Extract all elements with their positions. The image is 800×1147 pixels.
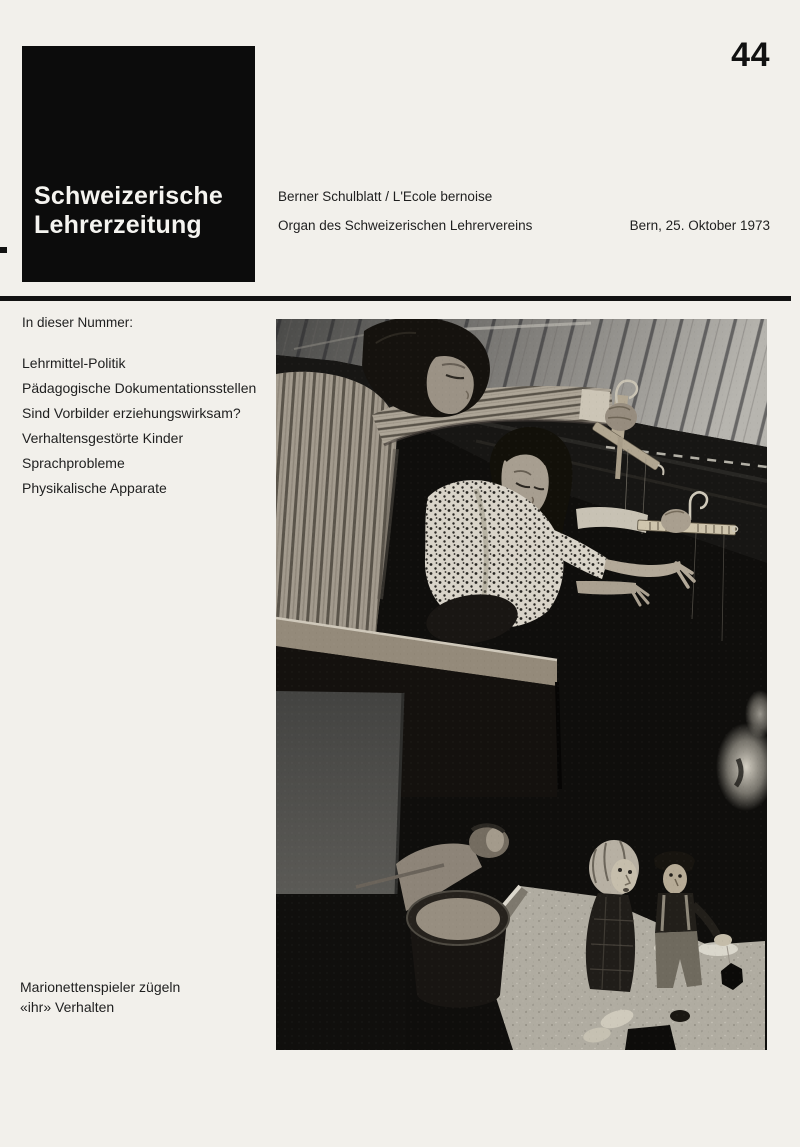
contents-item: Physikalische Apparate [22, 480, 167, 496]
contents-heading: In dieser Nummer: [22, 315, 134, 330]
photo-caption-line1: Marionettenspieler zügeln [20, 979, 181, 995]
cover-photo-illustration [276, 319, 767, 1050]
contents-item: Verhaltensgestörte Kinder [22, 430, 184, 446]
photo-caption [20, 977, 180, 1017]
divider-rule [0, 296, 791, 301]
contents-item: Sprachprobleme [22, 455, 125, 471]
masthead-title-line2: Lehrerzeitung [34, 211, 202, 239]
contents-item: Sind Vorbilder erziehungswirksam? [22, 405, 241, 421]
cover-photo [276, 319, 767, 1050]
masthead-box [22, 46, 255, 282]
contents-item: Pädagogische Dokumentationsstellen [22, 380, 257, 396]
header-subtitle-2: Organ des Schweizerischen Lehrervereins [278, 218, 533, 233]
edge-registration-mark [0, 247, 7, 253]
header-subtitle-1: Berner Schulblatt / L'Ecole bernoise [278, 189, 493, 204]
photo-caption-line2: «ihr» Verhalten [20, 999, 115, 1015]
contents-item: Lehrmittel-Politik [22, 355, 126, 371]
masthead-title [34, 182, 223, 240]
masthead-title-line1: Schweizerische [34, 182, 224, 210]
issue-date: Bern, 25. Oktober 1973 [629, 218, 770, 233]
issue-number: 44 [731, 36, 770, 74]
contents-list [22, 315, 272, 501]
